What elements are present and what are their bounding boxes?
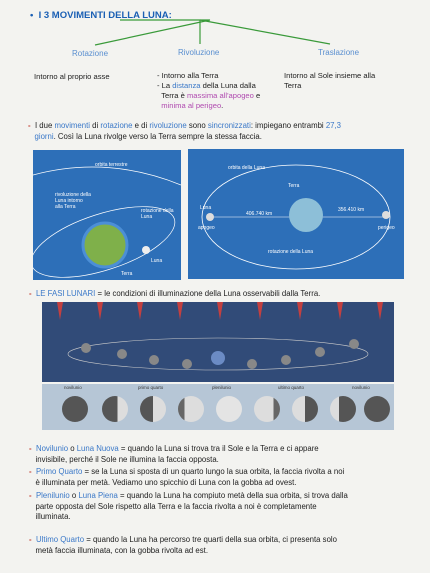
moon-phase-icon [330, 396, 356, 422]
phase-orbit-strip [42, 302, 394, 382]
orbit-illustration-2 [188, 149, 404, 279]
definition-novilunio: - Novilunio o Luna Nuova = quando la Luna si trova tra il Sole e la Terra e ci appare invisibile, perché il Sole ne illumina la faccia opposta. [29, 444, 319, 464]
earth-icon [289, 198, 323, 232]
moon-phase-icon [216, 396, 242, 422]
moon-icon [142, 246, 150, 254]
moon-perigee-icon [382, 211, 390, 219]
definition-primo-quarto: - Primo Quarto = se la Luna si sposta di un quarto lungo la sua orbita, la faccia rivolta a noi è illuminata per metà. Vediamo uno spicchio di Luna con la gobba ad ovest. [29, 467, 345, 487]
mindmap-connectors [0, 0, 430, 70]
moon-phase-icon [254, 396, 280, 422]
apogee-perigee-diagram: orbita della Luna Terra Luna apogeo 406.740 km 356.410 km perigeo rotazione della Luna [188, 149, 404, 279]
definition-plenilunio: - Plenilunio o Luna Piena = quando la Luna ha compiuto metà della sua orbita, si trova dalla parte opposta del Sole rispetto alla Terra e la faccia rivolta a noi è completamente illuminata. [29, 491, 348, 521]
moon-phases-row: novilunio primo quarto plenilunio ultimo quarto novilunio [42, 384, 394, 430]
moon-phase-icon [292, 396, 318, 422]
moon-phase-icon [178, 396, 204, 422]
sync-paragraph: - I due movimenti di rotazione e di rivoluzione sono sincronizzati: impiegano entrambi 27,3 giorni. Così la Luna rivolge verso la Terra sempre la stessa faccia. [28, 121, 341, 141]
phases-heading: - LE FASI LUNARI = le condizioni di illuminazione della Luna osservabili dalla Terra. [29, 289, 321, 298]
earth-icon [211, 351, 225, 365]
branch-rivoluzione: Rivoluzione [178, 48, 220, 57]
moon-phase-icon [102, 396, 128, 422]
branch-traslazione: Traslazione [318, 48, 360, 57]
traslazione-desc: Intorno al Sole insieme alla Terra [284, 71, 376, 90]
moon-phase-icon [140, 396, 166, 422]
moon-apogee-icon [206, 213, 214, 221]
rivoluzione-desc: - Intorno alla Terra - La distanza della Luna dalla Terra è massima all'apogeo e minima al perigeo. [157, 71, 261, 110]
section-title: • I 3 MOVIMENTI DELLA LUNA: [30, 10, 172, 21]
revolution-diagram: orbita terrestre rivoluzione della Luna intorno alla Terra rotazione della Luna Luna Terra [33, 150, 181, 280]
branch-rotazione: Rotazione [72, 49, 109, 58]
moon-phase-icon [62, 396, 88, 422]
definition-ultimo-quarto: - Ultimo Quarto = quando la Luna ha percorso tre quarti della sua orbita, ci presenta solo metà faccia illuminata, con la gobba rivolta ad est. [29, 535, 337, 555]
moon-phase-icon [364, 396, 390, 422]
rotazione-desc: Intorno al proprio asse [34, 72, 110, 81]
